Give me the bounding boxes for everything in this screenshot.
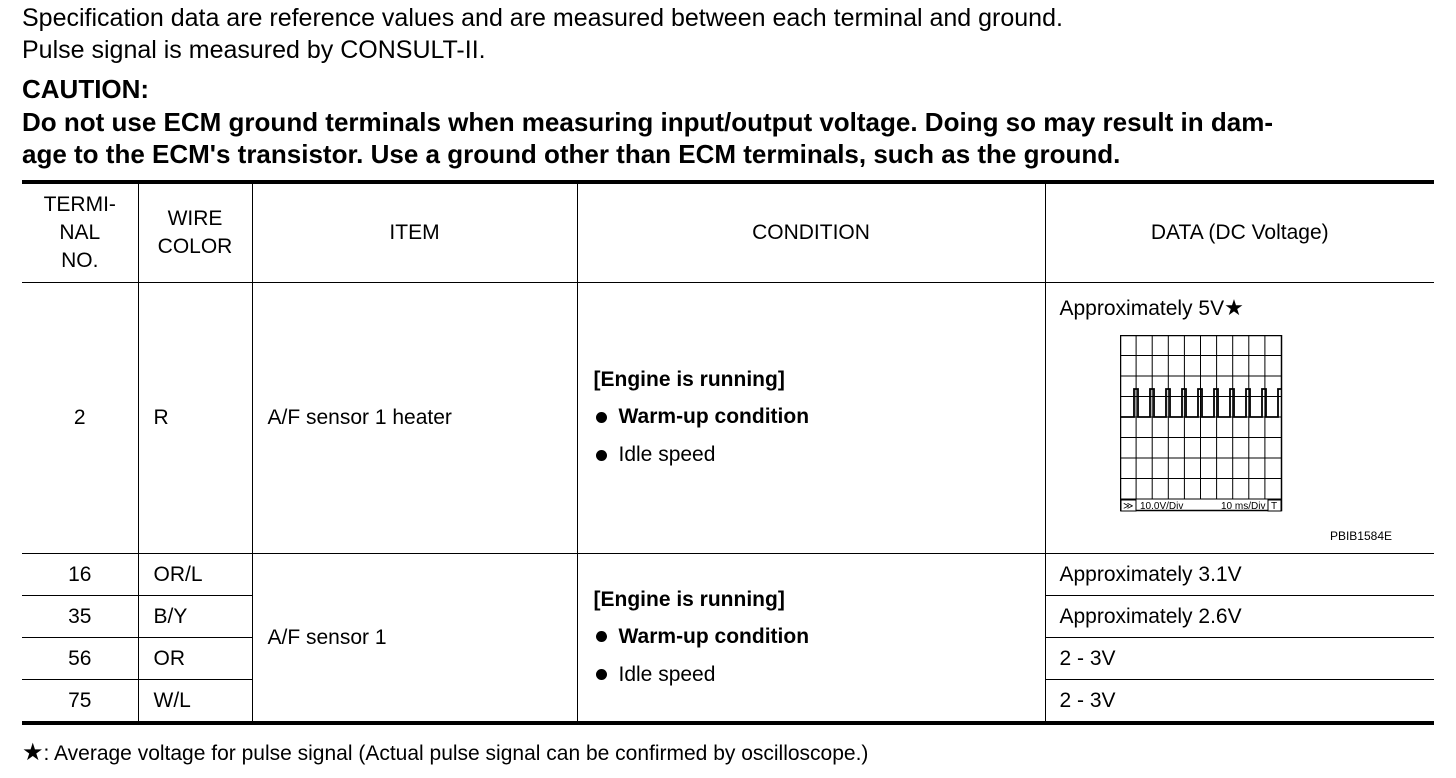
bullet-icon (596, 412, 607, 423)
header-wire-line-1: WIRE (167, 207, 223, 230)
terminal-cell: 2 (22, 283, 138, 554)
condition-bullet-text: Warm-up condition (618, 405, 810, 428)
condition-heading: [Engine is running] (593, 587, 785, 611)
star-icon: ★ (22, 739, 44, 766)
scope-volt-label: 10.0V/Div (1139, 501, 1183, 512)
table-row (22, 283, 1434, 554)
header-terminal-line-3: NO. (61, 249, 99, 272)
intro-line-1: Specification data are reference values and are measured between each terminal and ground. (22, 4, 1063, 32)
terminal-cell: 75 (22, 680, 138, 724)
item-cell: A/F sensor 1 (252, 554, 577, 724)
condition-bullet (594, 656, 1045, 694)
condition-bullet-text: Idle speed (618, 662, 716, 686)
header-data: DATA (DC Voltage) (1045, 182, 1434, 283)
wire-color-cell: OR (138, 638, 252, 680)
oscilloscope-waveform (1120, 335, 1290, 517)
data-cell (1045, 283, 1434, 554)
data-value-text: Approximately 5V (1059, 297, 1225, 320)
item-cell: A/F sensor 1 heater (252, 283, 577, 554)
intro-line-2: Pulse signal is measured by CONSULT-II. (22, 36, 486, 64)
bullet-icon (596, 450, 607, 461)
condition-cell (577, 283, 1045, 554)
wire-color-cell: OR/L (138, 554, 252, 596)
footnote-text: : Average voltage for pulse signal (Actual pulse signal can be confirmed by oscilloscope.) (43, 742, 869, 765)
condition-bullet (594, 398, 1045, 436)
wire-color-cell: W/L (138, 680, 252, 724)
condition-heading: [Engine is running] (593, 368, 785, 391)
header-wire-color (138, 182, 252, 283)
terminal-cell: 56 (22, 638, 138, 680)
star-icon: ★ (1224, 295, 1244, 320)
condition-cell (577, 554, 1045, 724)
caution-line-1: Do not use ECM ground terminals when measuring input/output voltage. Doing so may result in dam- (22, 107, 1273, 137)
condition-bullet (594, 618, 1045, 656)
scope-trigger-label: T (1270, 501, 1277, 512)
intro-text (22, 2, 1063, 66)
caution-title: CAUTION: (22, 74, 150, 104)
wire-color-cell: B/Y (138, 596, 252, 638)
header-item: ITEM (252, 182, 577, 283)
terminal-cell: 16 (22, 554, 138, 596)
bullet-icon (596, 669, 607, 680)
header-condition: CONDITION (577, 182, 1045, 283)
condition-bullet-text: Idle speed (618, 443, 716, 466)
data-cell: Approximately 2.6V (1045, 596, 1434, 638)
wire-color-cell: R (138, 283, 252, 554)
data-cell: 2 - 3V (1045, 638, 1434, 680)
terminal-cell: 35 (22, 596, 138, 638)
table-row (22, 554, 1434, 596)
caution-line-2: age to the ECM's transistor. Use a ground other than ECM terminals, such as the ground. (22, 139, 1121, 169)
data-cell: 2 - 3V (1045, 680, 1434, 724)
condition-bullet-text: Warm-up condition (618, 624, 810, 648)
scope-arrows-icon: ≫ (1122, 501, 1133, 512)
table-header-row (22, 182, 1434, 283)
header-terminal-line-2: NAL (59, 221, 101, 244)
condition-bullet (594, 436, 1045, 474)
data-value (1060, 295, 1244, 321)
header-terminal-no (22, 182, 138, 283)
figure-code: PBIB1584E (1329, 529, 1392, 543)
header-terminal-line-1: TERMI- (43, 193, 116, 216)
scope-time-label: 10 ms/Div (1220, 501, 1265, 512)
footnote (22, 738, 868, 767)
terminal-spec-table (22, 180, 1434, 725)
bullet-icon (596, 631, 607, 642)
caution-text (22, 106, 1434, 170)
header-wire-line-2: COLOR (157, 235, 233, 258)
data-cell: Approximately 3.1V (1045, 554, 1434, 596)
